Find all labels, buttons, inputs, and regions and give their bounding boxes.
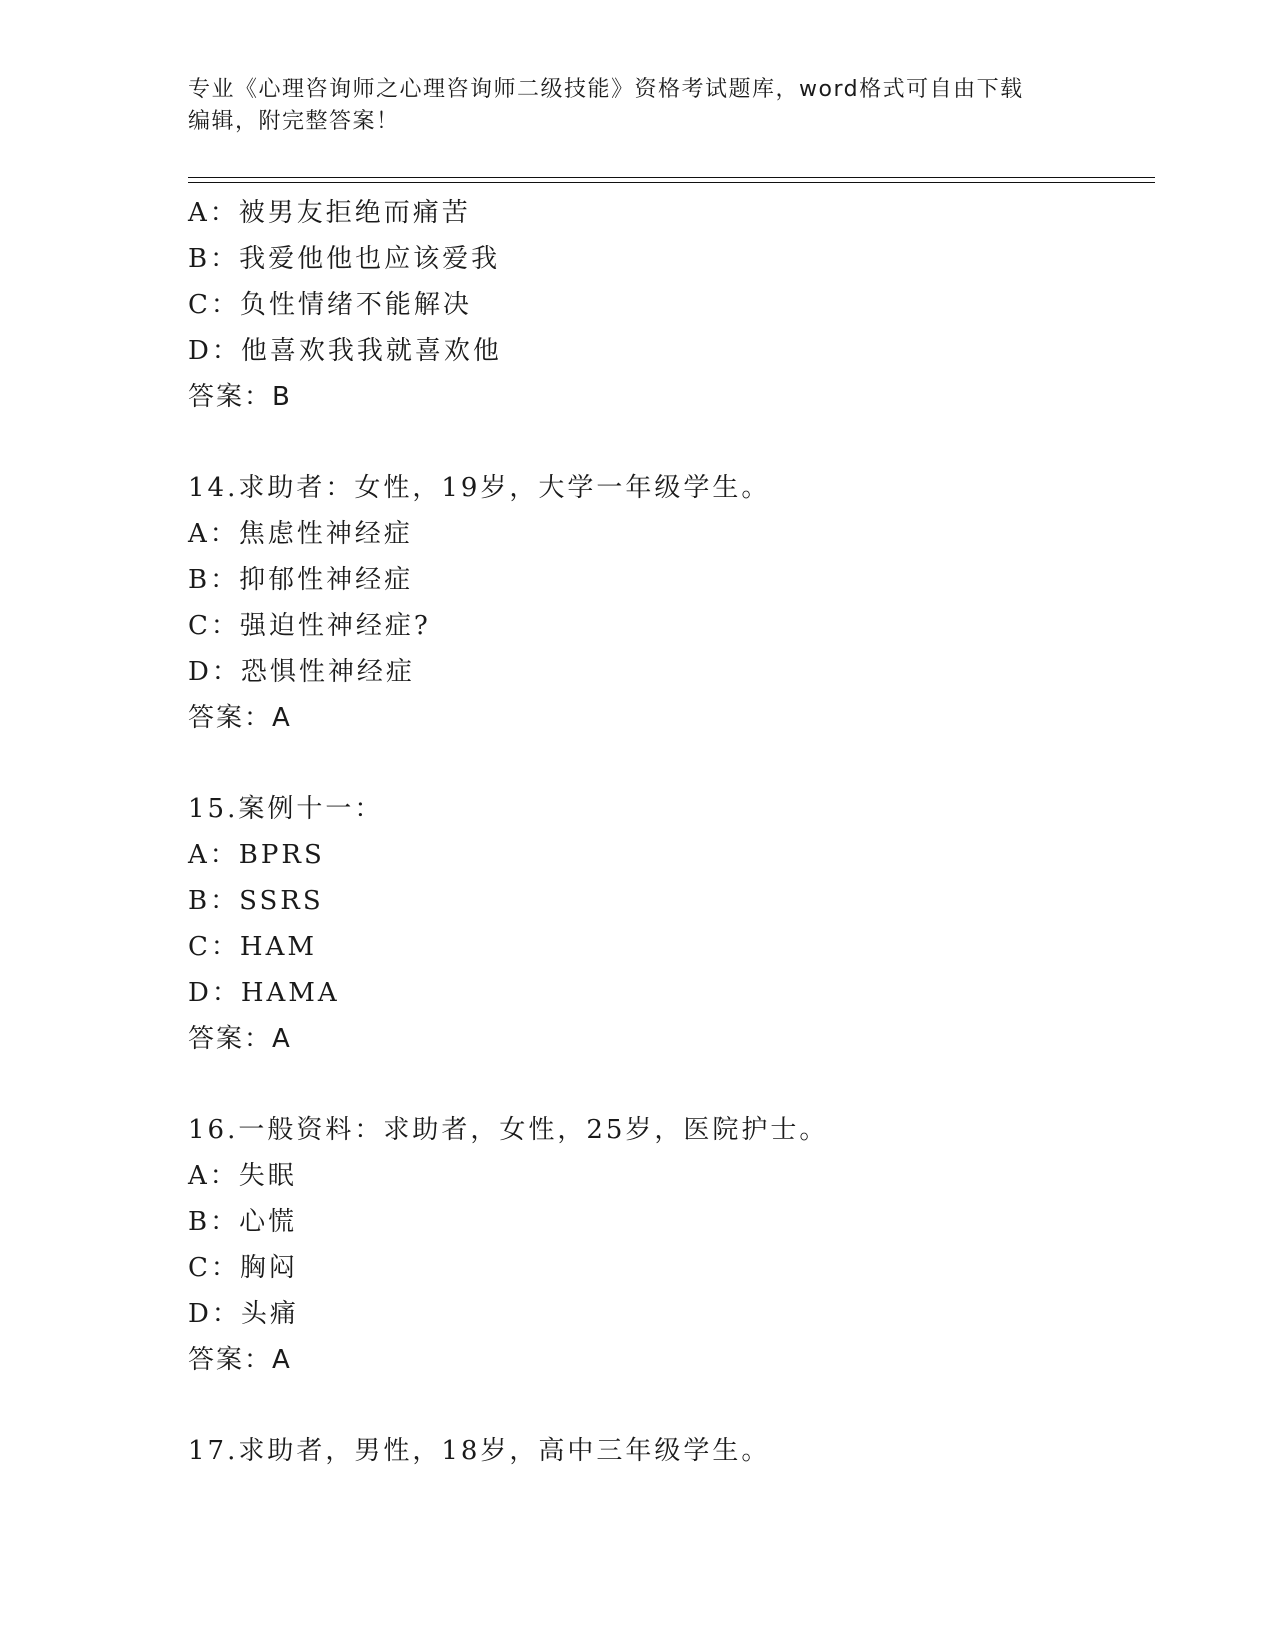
question-stem: 15.案例十一： [188,794,384,824]
option-b: B：我爱他他也应该爱我 [188,244,501,274]
spacer [188,420,1148,465]
question-stem: 17.求助者，男性，18岁，高中三年级学生。 [188,1436,771,1466]
question-list [188,190,1148,1474]
header-divider-top [188,177,1155,178]
option-d: D：头痛 [188,1299,299,1329]
question-stem: 16.一般资料：求助者，女性，25岁，医院护士。 [188,1115,829,1145]
answer-line: 答案：B [188,382,292,412]
option-a: A：失眠 [188,1161,297,1191]
option-c: C：负性情绪不能解决 [188,290,472,320]
spacer [188,741,1148,786]
header-divider-bottom [188,182,1155,183]
option-b: B：抑郁性神经症 [188,565,414,595]
option-a: A：焦虑性神经症 [188,519,413,549]
option-c: C：胸闷 [188,1253,298,1283]
document-header [188,74,1088,138]
answer-line: 答案：A [188,703,292,733]
option-b: B：SSRS [188,886,324,916]
question-block [188,1428,1148,1474]
question-stem: 14.求助者：女性，19岁，大学一年级学生。 [188,473,771,503]
answer-line: 答案：A [188,1024,292,1054]
spacer [188,1383,1148,1428]
option-a: A：被男友拒绝而痛苦 [188,198,471,228]
option-c: C：HAM [188,932,317,962]
spacer [188,1062,1148,1107]
option-b: B：心慌 [188,1207,298,1237]
question-block [188,786,1148,1062]
header-line-1: 专业《心理咨询师之心理咨询师二级技能》资格考试题库，word格式可自由下载 [188,77,1024,102]
option-d: D：HAMA [188,978,340,1008]
question-block [188,1107,1148,1383]
option-d: D：恐惧性神经症 [188,657,415,687]
question-block [188,465,1148,741]
option-a: A：BPRS [188,840,325,870]
question-block [188,190,1148,420]
option-d: D：他喜欢我我就喜欢他 [188,336,502,366]
header-line-2: 编辑，附完整答案！ [188,109,400,134]
answer-line: 答案：A [188,1345,292,1375]
option-c: C：强迫性神经症? [188,611,431,641]
